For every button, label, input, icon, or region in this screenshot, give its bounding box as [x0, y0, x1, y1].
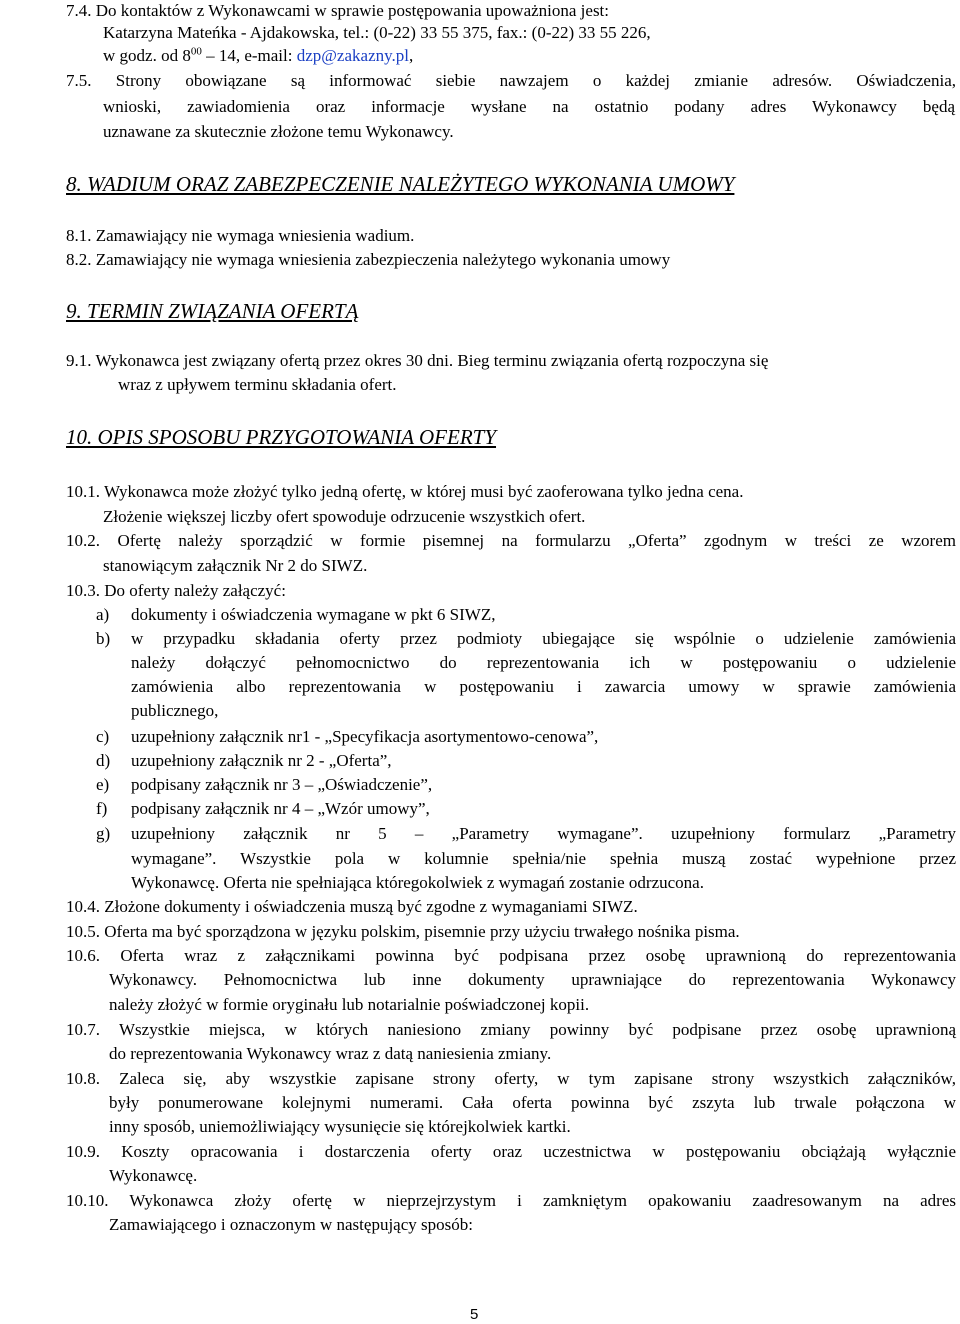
section-10-9-line1: 10.9. Koszty opracowania i dostarczenia oferty oraz uczestnictwa w postępowaniu obciążają wyłącznie [66, 1142, 956, 1161]
email-comma: , [409, 46, 414, 65]
hours-text: w godz. od 8 [103, 46, 191, 65]
section-10-8-line3: inny sposób, uniemożliwiający wysunięcie się którejkolwiek kartki. [109, 1117, 571, 1136]
heading-section-10: 10. OPIS SPOSOBU PRZYGOTOWANIA OFERTY [66, 425, 497, 449]
section-10-5: 10.5. Oferta ma być sporządzona w języku polskim, pisemnie przy użyciu trwałego nośnika pisma. [66, 922, 740, 941]
section-8-2: 8.2. Zamawiający nie wymaga wniesienia zabezpieczenia należytego wykonania umowy [66, 250, 671, 269]
list-marker-c: c) [96, 727, 110, 746]
list-item-e: podpisany załącznik nr 3 – „Oświadczenie”, [131, 775, 433, 794]
section-7-5-line2: wnioski, zawiadomienia oraz informacje wysłane na ostatnio podany adres Wykonawcy będą [103, 97, 955, 116]
list-item-b-line4: publicznego, [131, 701, 219, 720]
section-10-8-line1: 10.8. Zaleca się, aby wszystkie zapisane strony oferty, w tym zapisane strony wszystkich załączników, [66, 1069, 956, 1088]
list-item-d: uzupełniony załącznik nr 2 - „Oferta”, [131, 751, 392, 770]
list-item-a: dokumenty i oświadczenia wymagane w pkt 6 SIWZ, [131, 605, 496, 624]
section-10-10-line2: Zamawiającego i oznaczonym w następujący sposób: [109, 1215, 473, 1234]
section-10-8-line2: były ponumerowane kolejnymi numerami. Cała oferta powinna być zszyta lub trwale połączona w [109, 1093, 956, 1112]
list-marker-g: g) [96, 824, 111, 843]
list-item-g-line1: uzupełniony załącznik nr 5 – „Parametry wymagane”. uzupełniony formularz „Parametry [131, 824, 956, 843]
list-marker-e: e) [96, 775, 110, 794]
email-link[interactable]: dzp@zakazny.pl [296, 46, 409, 65]
list-item-f: podpisany załącznik nr 4 – „Wzór umowy”, [131, 799, 430, 818]
list-marker-b: b) [96, 629, 111, 648]
list-marker-d: d) [96, 751, 111, 770]
heading-section-9: 9. TERMIN ZWIĄZANIA OFERTĄ [66, 299, 359, 323]
hours-email-label: – 14, e-mail: [201, 46, 297, 65]
section-10-1-line1: 10.1. Wykonawca może złożyć tylko jedną ofertę, w której musi być zaoferowana tylko jedna cena. [66, 482, 744, 501]
list-item-g-line3: Wykonawcę. Oferta nie spełniająca któregokolwiek z wymagań zostanie odrzucona. [131, 873, 704, 892]
section-7-4-line3 [103, 45, 413, 67]
list-item-c: uzupełniony załącznik nr1 - „Specyfikacja asortymentowo-cenowa”, [131, 727, 599, 746]
list-marker-f: f) [96, 799, 108, 818]
section-8-1: 8.1. Zamawiający nie wymaga wniesienia wadium. [66, 226, 415, 245]
page-number: 5 [470, 1306, 479, 1323]
list-marker-a: a) [96, 605, 110, 624]
section-7-4-line2: Katarzyna Mateńka - Ajdakowska, tel.: (0-22) 33 55 375, fax.: (0-22) 33 55 226, [103, 23, 651, 42]
section-10-6-line2: Wykonawcy. Pełnomocnictwa lub inne dokumenty uprawniające do reprezentowania Wykonawcy [109, 970, 956, 989]
section-7-5-line1: 7.5. Strony obowiązane są informować siebie nawzajem o każdej zmianie adresów. Oświadczenia, [66, 71, 956, 90]
hours-superscript: 00 [190, 45, 202, 58]
section-10-9-line2: Wykonawcę. [109, 1166, 198, 1185]
section-7-4-line1: 7.4. Do kontaktów z Wykonawcami w sprawie postępowania upoważniona jest: [66, 1, 610, 20]
section-10-6-line3: należy złożyć w formie oryginału lub notarialnie poświadczonej kopii. [109, 995, 590, 1014]
section-10-4: 10.4. Złożone dokumenty i oświadczenia muszą być zgodne z wymaganiami SIWZ. [66, 897, 638, 916]
section-10-10-line1: 10.10. Wykonawca złoży ofertę w nieprzejrzystym i zamkniętym opakowaniu zaadresowanym na adres [66, 1191, 956, 1210]
section-10-2-line1: 10.2. Ofertę należy sporządzić w formie pisemnej na formularzu „Oferta” zgodnym w treści ze wzorem [66, 531, 956, 550]
section-10-7-line2: do reprezentowania Wykonawcy wraz z datą naniesienia zmiany. [109, 1044, 552, 1063]
section-9-1-line1: 9.1. Wykonawca jest związany ofertą przez okres 30 dni. Bieg terminu związania ofertą rozpoczyna się [66, 351, 769, 370]
heading-section-8: 8. WADIUM ORAZ ZABEZPECZENIE NALEŻYTEGO WYKONANIA UMOWY [66, 172, 735, 196]
section-9-1-line2: wraz z upływem terminu składania ofert. [118, 375, 397, 394]
section-10-2-line2: stanowiącym załącznik Nr 2 do SIWZ. [103, 556, 368, 575]
section-10-6-line1: 10.6. Oferta wraz z załącznikami powinna być podpisana przez osobę uprawnioną do reprezentowania [66, 946, 956, 965]
list-item-b-line1: w przypadku składania oferty przez podmioty ubiegające się wspólnie o udzielenie zamówienia [131, 629, 956, 648]
section-7-5-line3: uznawane za skutecznie złożone temu Wykonawcy. [103, 122, 454, 141]
section-10-3: 10.3. Do oferty należy załączyć: [66, 581, 286, 600]
section-10-7-line1: 10.7. Wszystkie miejsca, w których naniesiono zmiany powinny być podpisane przez osobę uprawnioną [66, 1020, 956, 1039]
list-item-g-line2: wymagane”. Wszystkie pola w kolumnie spełnia/nie spełnia muszą zostać wypełnione przez [131, 849, 956, 868]
section-10-1-line2: Złożenie większej liczby ofert spowoduje odrzucenie wszystkich ofert. [103, 507, 586, 526]
list-item-b-line3: zamówienia albo reprezentowania w postępowaniu i zawarcia umowy w sprawie zamówienia [131, 677, 956, 696]
list-item-b-line2: należy dołączyć pełnomocnictwo do reprezentowania ich w postępowaniu o udzielenie [131, 653, 956, 672]
